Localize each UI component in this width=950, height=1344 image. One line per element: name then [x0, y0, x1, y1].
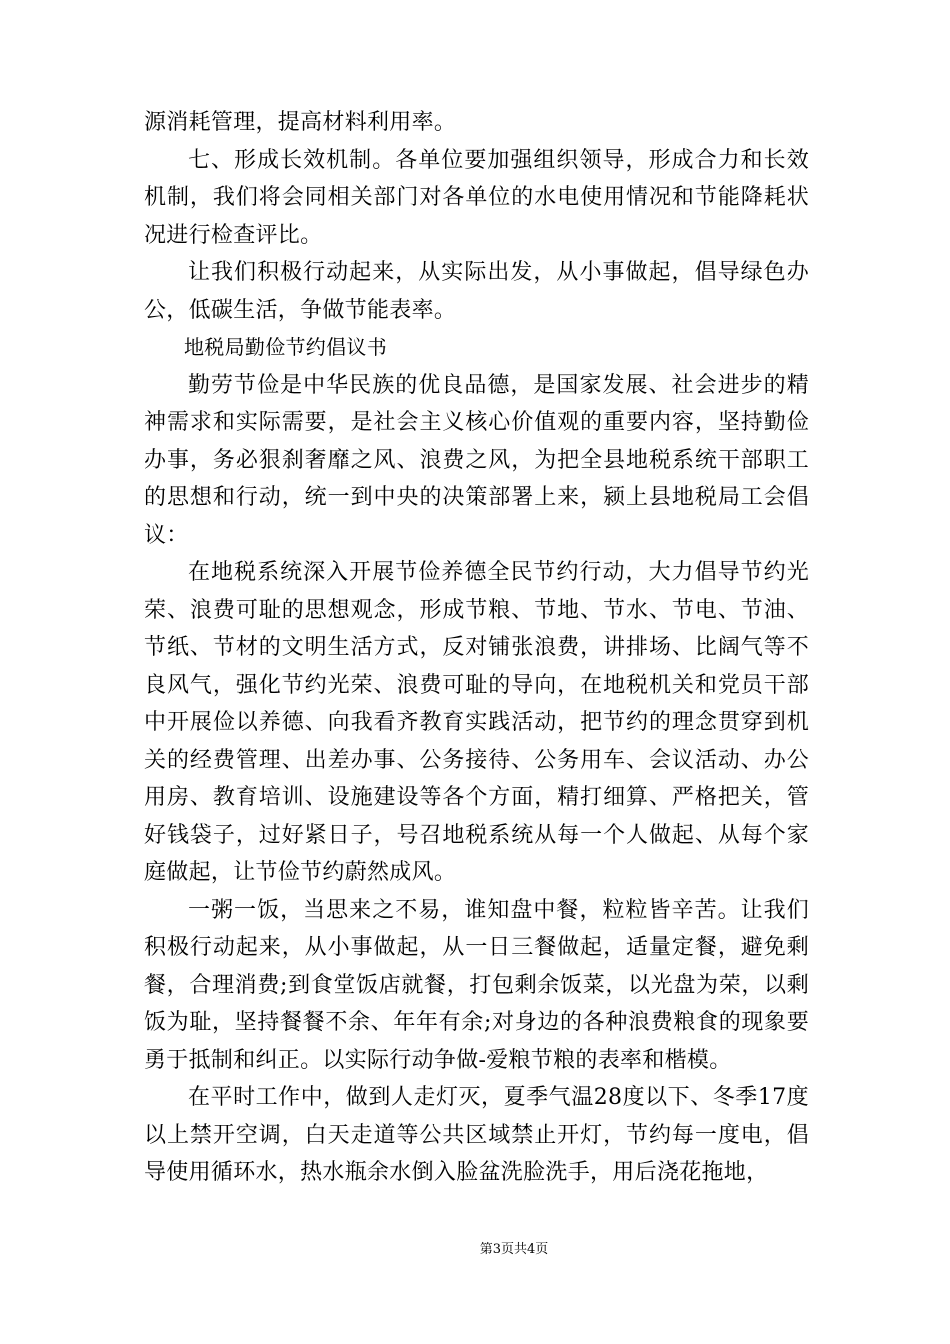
- page-number-footer: 第3页共4页: [479, 1242, 549, 1257]
- paragraph-intro: 勤劳节俭是中华民族的优良品德，是国家发展、社会进步的精神需求和实际需要，是社会主义核心价值观的重要内容，坚持勤俭办事，务必狠刹奢靡之风、浪费之风，为把全县地税系统干部职工的思想和行动，统一到中央的决策部署上来，颍上县地税局工会倡议：: [144, 372, 809, 548]
- paragraph-call-to-action: 让我们积极行动起来，从实际出发，从小事做起，倡导绿色办公，低碳生活，争做节能表率。: [144, 260, 809, 323]
- paragraph-food-saving: 一粥一饭，当思来之不易，谁知盘中餐，粒粒皆辛苦。让我们积极行动起来，从小事做起，从一日三餐做起，适量定餐，避免剩餐，合理消费;到食堂饭店就餐，打包剩余饭菜，以光盘为荣，以剩饭为耻，坚持餐餐不余、年年有余;对身边的各种浪费粮食的现象要勇于抵制和纠正。以实际行动争做-爱粮节粮的表率和楷模。: [144, 897, 809, 1073]
- paragraph-saving-action: 在地税系统深入开展节俭养德全民节约行动，大力倡导节约光荣、浪费可耻的思想观念，形成节粮、节地、节水、节电、节油、节纸、节材的文明生活方式，反对铺张浪费，讲排场、比阔气等不良风气，强化节约光荣、浪费可耻的导向，在地税机关和党员干部中开展俭以养德、向我看齐教育实践活动，把节约的理念贯穿到机关的经费管理、出差办事、公务接待、公务用车、会议活动、办公用房、教育培训、设施建设等各个方面，精打细算、严格把关，管好钱袋子，过好紧日子，号召地税系统从每一个人做起、从每个家庭做起，让节俭节约蔚然成风。: [144, 560, 809, 885]
- section-heading: 地税局勤俭节约倡议书: [184, 335, 387, 359]
- document-body: [144, 104, 809, 1192]
- paragraph-long-term-mechanism: 七、形成长效机制。各单位要加强组织领导，形成合力和长效机制，我们将会同相关部门对各单位的水电使用情况和节能降耗状况进行检查评比。: [144, 147, 809, 248]
- paragraph-continuation: 源消耗管理，提高材料利用率。: [144, 110, 457, 135]
- paragraph-energy-saving: 在平时工作中，做到人走灯灭，夏季气温28度以下、冬季17度以上禁开空调，白天走道等公共区域禁止开灯，节约每一度电，倡导使用循环水，热水瓶余水倒入脸盆洗脸洗手，用后浇花拖地，: [144, 1085, 809, 1185]
